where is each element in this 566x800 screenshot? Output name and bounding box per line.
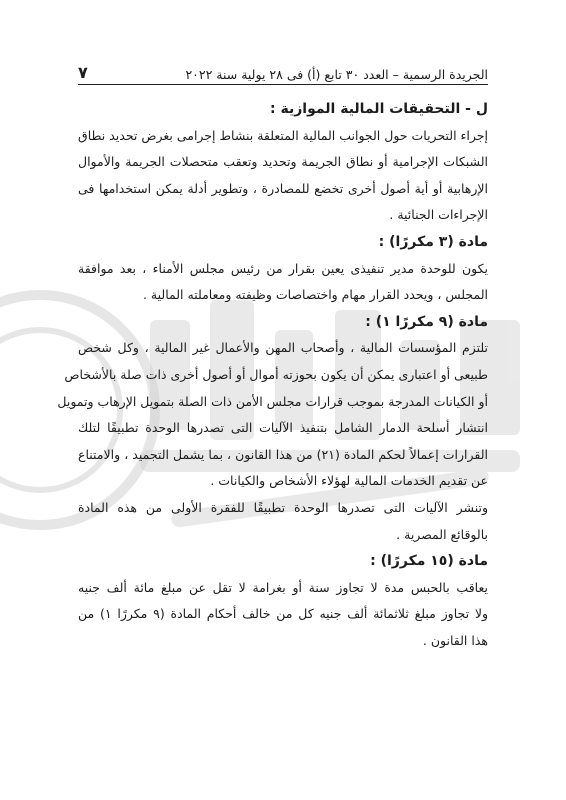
text-line: يكون للوحدة مدير تنفيذى يعين بقرار من رئيس مجلس الأمناء ، بعد موافقة xyxy=(78,260,488,276)
text-line: المجلس ، ويحدد القرار مهام واختصاصات وظيفته ومعاملته المالية . xyxy=(142,287,488,303)
text-line: انتشار أسلحة الدمار الشامل بتنفيذ الآليات التى تصدرها الوحدة تطبيقًا لتلك xyxy=(78,420,488,436)
page-number: ٧ xyxy=(78,63,88,82)
text-line: طبيعى أو اعتبارى يمكن أن يكون بحوزته أموال أو أصول أخرى ذات صلة بالأشخاص xyxy=(64,366,488,382)
text-line: إجراء التحريات حول الجوانب المالية المتعلقة بنشاط إجرامى بغرض تحديد نطاق xyxy=(78,127,488,143)
article-heading: مادة (٩ مكررًا ١) : xyxy=(365,313,488,330)
paragraph xyxy=(57,335,488,495)
paragraph xyxy=(78,123,488,229)
text-line: أو الكيانات المدرجة بموجب قرارات مجلس الأمن ذات الصلة بتمويل الإرهاب وتمويل xyxy=(57,393,488,409)
text-line: تلتزم المؤسسات المالية ، وأصحاب المهن والأعمال غير المالية ، وكل شخص xyxy=(78,340,488,356)
text-line: وتنشر الآليات التى تصدرها الوحدة تطبيقًا للفقرة الأولى من هذه المادة xyxy=(78,499,488,515)
text-line: الشبكات الإجرامية أو نطاق الجريمة وتحديد وتعقب متحصلات الجريمة والأموال xyxy=(78,154,488,170)
text-line: هذا القانون . xyxy=(422,632,488,648)
page-header xyxy=(78,56,488,85)
text-line: ولا تجاوز مبلغ ثلاثمائة ألف جنيه كل من خالف أحكام المادة (٩ مكررًا ١) من xyxy=(78,606,489,622)
article-heading: مادة (٣ مكررًا) : xyxy=(378,233,488,250)
section-heading: ل - التحقيقات المالية الموازية : xyxy=(270,101,488,117)
text-line: عن تقديم الخدمات المالية لهؤلاء الأشخاص والكيانات . xyxy=(210,473,488,489)
header-title: الجريدة الرسمية – العدد ٣٠ تابع (أ) فى ٢٨ يولية سنة ٢٠٢٢ xyxy=(185,67,488,82)
paragraph xyxy=(78,256,488,309)
paragraph xyxy=(78,575,488,655)
text-line: الإجراءات الجنائية . xyxy=(389,207,488,223)
text-line: يعاقب بالحبس مدة لا تجاوز سنة أو بغرامة لا تقل عن مبلغ مائة ألف جنيه xyxy=(78,579,488,595)
text-line: القرارات إعمالاً لحكم المادة (٢١) من هذا القانون ، بما يشمل التجميد ، والامتناع xyxy=(78,446,488,462)
document-body xyxy=(57,96,489,654)
article-heading: مادة (١٥ مكررًا) : xyxy=(370,553,488,570)
text-line: الإرهابية أو أية أصول أخرى تخضع للمصادرة ، وتطوير أدلة يمكن استخدامها فى xyxy=(78,180,488,196)
paragraph xyxy=(78,495,488,548)
text-line: بالوقائع المصرية . xyxy=(396,526,488,542)
